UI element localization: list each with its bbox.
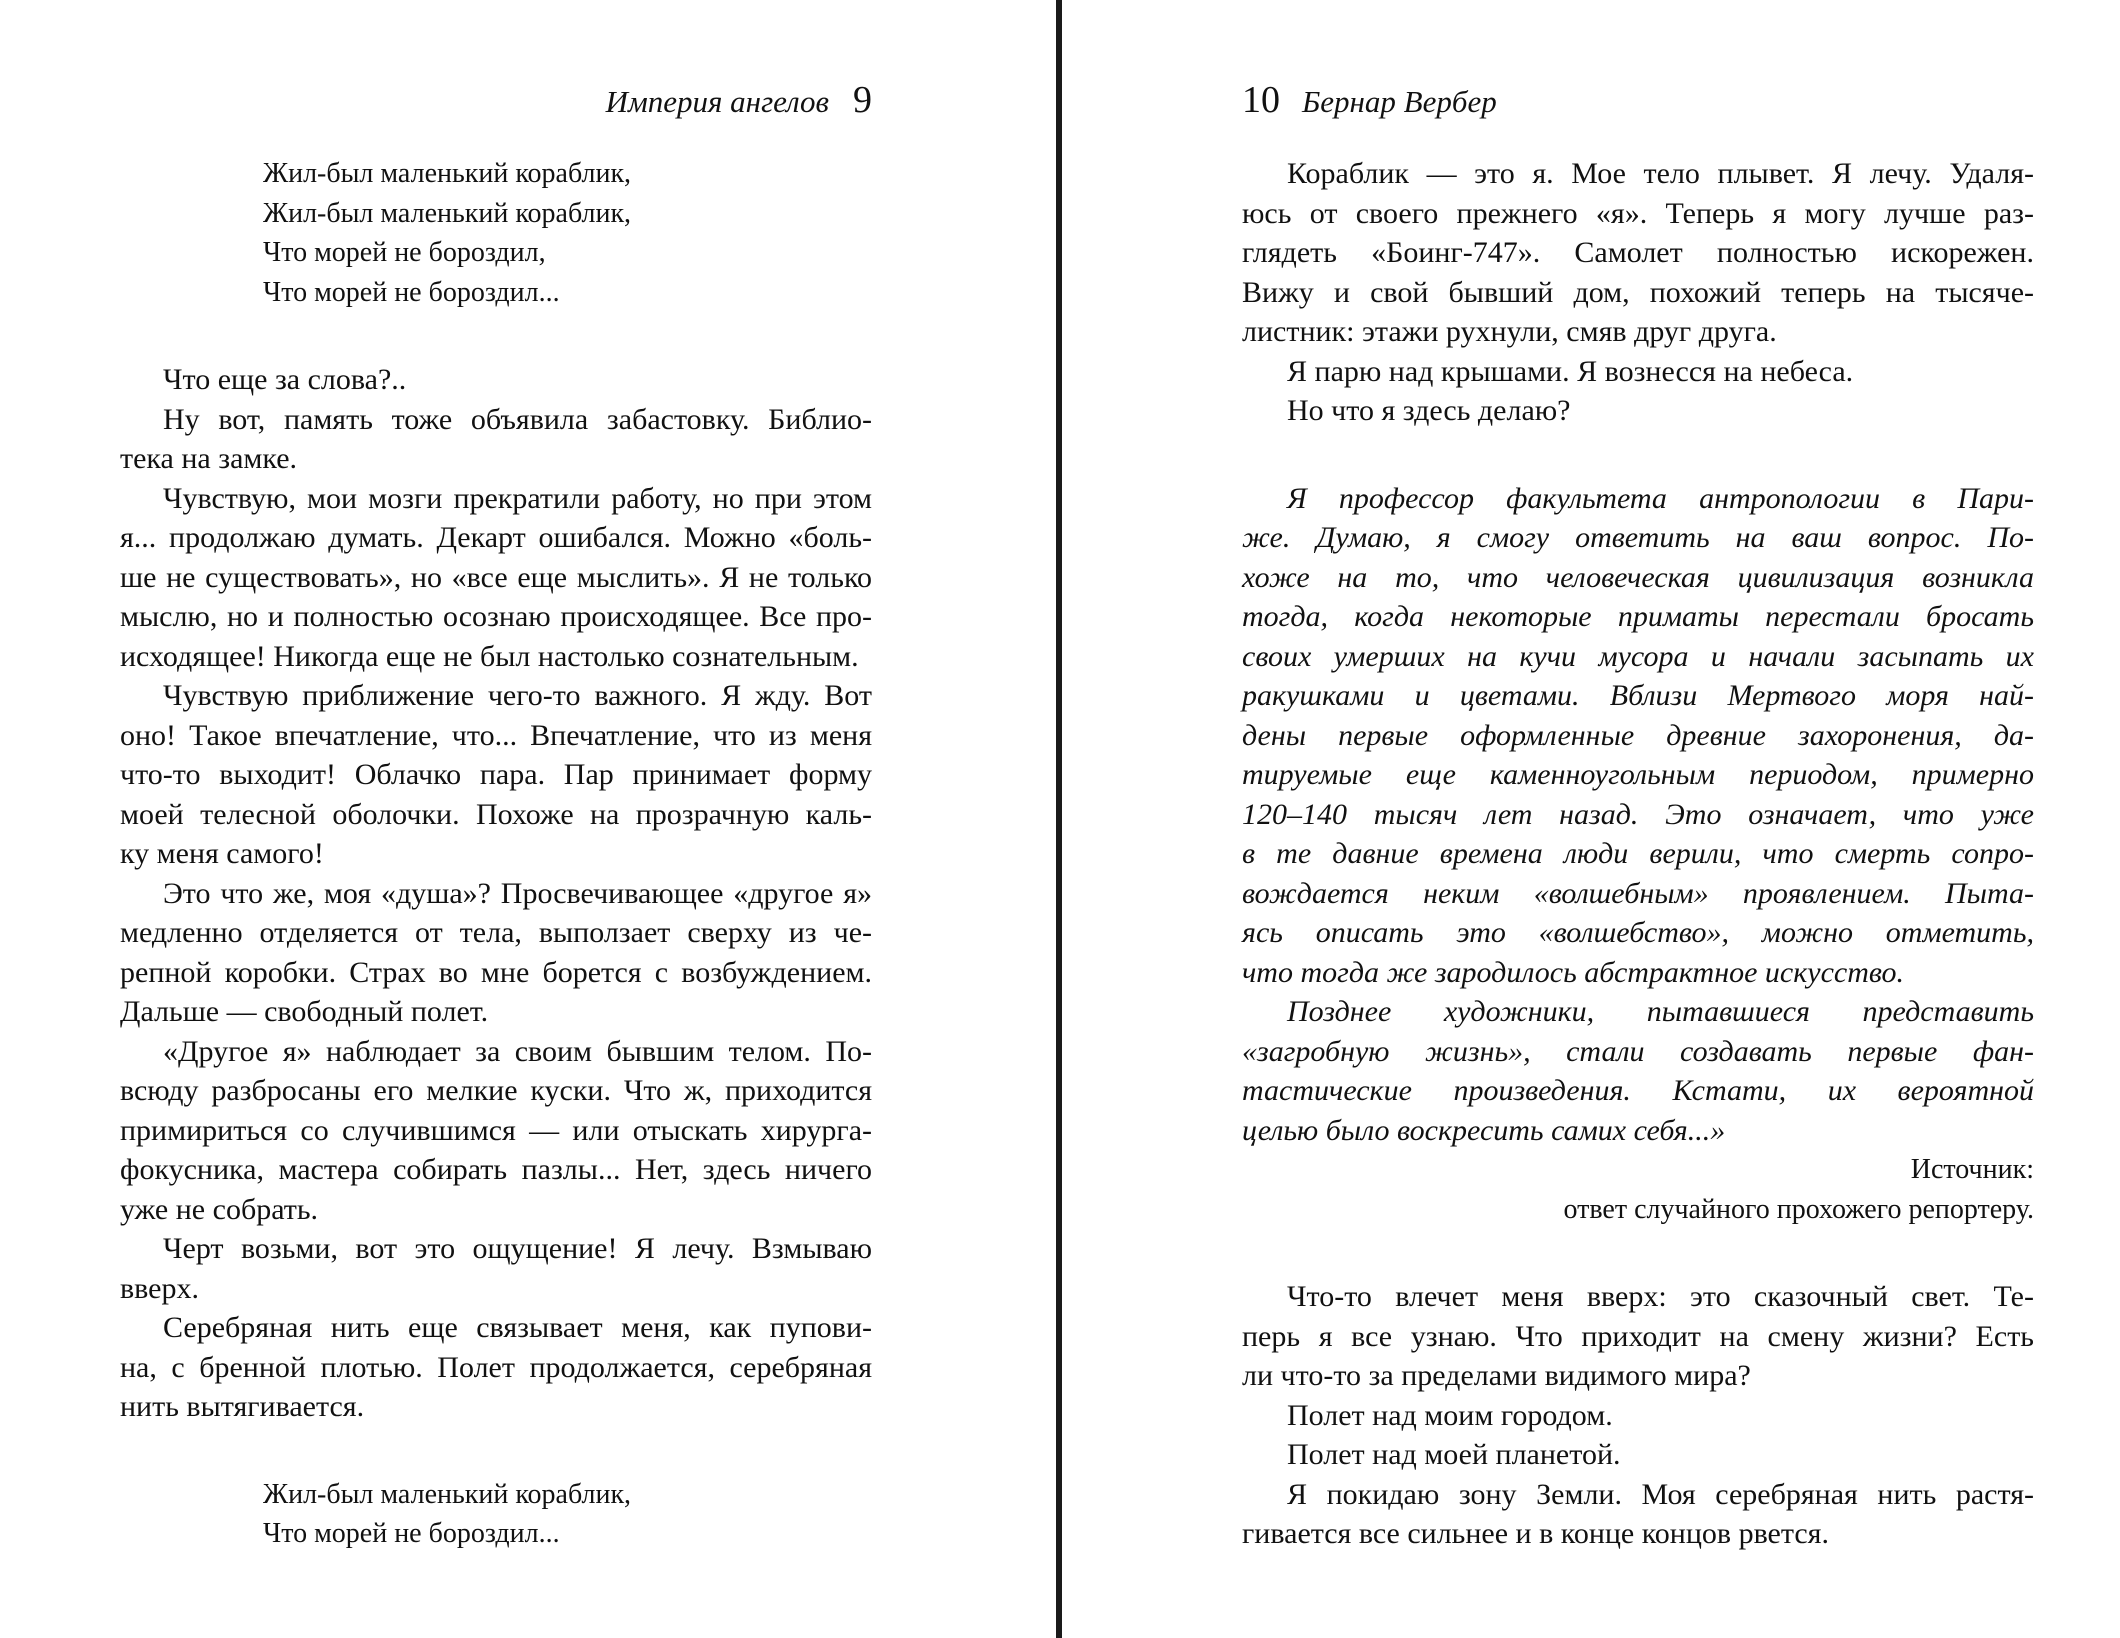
text-line: Чувствую, мои мозги прекратили работу, но при этом (163, 481, 872, 515)
text-line: ли что-то за пределами видимого мира? (1242, 1359, 1751, 1392)
verse-line: Что морей не бороздил... (263, 1518, 560, 1549)
text-line: репной коробки. Страх во мне борется с возбуждением. (120, 955, 872, 989)
text-line: вождается неким «волшебным» проявлением. Пыта- (1242, 876, 2034, 910)
paragraph (1242, 1396, 2034, 1436)
text-line: Кораблик — это я. Мое тело плывет. Я лечу. Удаля- (1287, 157, 2034, 190)
text-line: Вижу и свой бывший дом, похожий теперь на тысяче- (1242, 275, 2034, 309)
text-line: гивается все сильнее и в конце концов рвется. (1242, 1517, 1829, 1550)
spacer (1242, 1229, 2034, 1277)
right-page (1242, 0, 2034, 1638)
text-line: Я покидаю зону Земли. Моя серебряная нить растя- (1287, 1477, 2034, 1511)
book-gutter (1056, 0, 1062, 1638)
text-line: Это что же, моя «душа»? Просвечивающее «другое я» (163, 876, 872, 910)
paragraph (120, 360, 872, 400)
paragraph (120, 1229, 872, 1308)
text-line: Ну вот, память тоже объявила забастовку. Библио- (163, 402, 872, 436)
text-line: глядеть «Боинг-747». Самолет полностью искорежен. (1242, 236, 2034, 269)
spacer (120, 1427, 872, 1475)
text-line: всюду разбросаны его мелкие куски. Что ж, приходится (120, 1074, 872, 1107)
text-line: Я парю над крышами. Я вознесся на небеса. (1287, 354, 1854, 388)
text-line: нить вытягивается. (120, 1390, 365, 1423)
text-line: Чувствую приближение чего-то важного. Я жду. Вот (163, 679, 872, 712)
text-line: Что еще за слова?.. (163, 363, 407, 396)
text-line: Черт возьми, вот это ощущение! Я лечу. Взмываю (163, 1232, 872, 1265)
text-line: оно! Такое впечатление, что... Впечатление, что из меня (120, 718, 872, 752)
text-line: я... продолжаю думать. Декарт ошибался. Можно «боль- (120, 521, 872, 554)
paragraph (1242, 1277, 2034, 1396)
text-line: Дальше — свободный полет. (120, 995, 489, 1028)
text-line: Позднее художники, пытавшиеся представить (1287, 995, 2034, 1028)
paragraph (120, 1308, 872, 1427)
source-line: ответ случайного прохожего репортеру. (1563, 1193, 2034, 1225)
text-line: медленно отделяется от тела, выползает сверху из че- (120, 916, 872, 949)
text-line: 120–140 тысяч лет назад. Это означает, что уже (1242, 797, 2034, 831)
text-line: Что-то влечет меня вверх: это сказочный свет. Те- (1287, 1280, 2034, 1313)
verse-bottom (263, 1475, 872, 1554)
text-line: дены первые оформленные древние захоронения, да- (1242, 718, 2034, 752)
text-line: ше не существовать», но «все еще мыслить». Я не только (120, 560, 872, 594)
text-line: моей телесной оболочки. Похоже на прозрачную каль- (120, 797, 872, 831)
paragraph (1242, 1435, 2034, 1475)
text-line: Но что я здесь делаю? (1287, 394, 1571, 427)
paragraph (120, 1032, 872, 1230)
verse-line: Жил-был маленький кораблик, (263, 158, 632, 189)
spacer (1242, 431, 2034, 479)
text-line: фокусника, мастера собирать пазлы... Нет, здесь ничего (120, 1153, 872, 1186)
text-line: исходящее! Никогда еще не был настолько сознательным. (120, 639, 859, 673)
text-line: листник: этажи рухнули, смяв друг друга. (1242, 315, 1777, 348)
verse-line: Что морей не бороздил... (263, 276, 560, 308)
right-running-head (1242, 78, 1497, 122)
paragraph (120, 874, 872, 1032)
right-running-title: Бернар Вербер (1302, 84, 1497, 119)
verse-line: Жил-был маленький кораблик, (263, 1478, 632, 1510)
text-line: целью было воскресить самих себя...» (1242, 1113, 1726, 1147)
text-line: тогда, когда некоторые приматы перестали бросать (1242, 600, 2034, 633)
text-line: хоже на то, что человеческая цивилизация возникла (1242, 560, 2034, 594)
text-line: Я профессор факультета антропологии в Пари- (1287, 481, 2034, 515)
text-line: что-то выходит! Облачко пара. Пар принимает форму (120, 758, 872, 791)
text-line: Серебряная нить еще связывает меня, как пупови- (163, 1311, 872, 1344)
text-line: ясь описать это «волшебство», можно отметить, (1242, 916, 2034, 949)
paragraph (1242, 154, 2034, 352)
text-line: юсь от своего прежнего «я». Теперь я могу лучше раз- (1242, 196, 2034, 230)
paragraph (120, 676, 872, 874)
text-line: же. Думаю, я смогу ответить на ваш вопрос. По- (1242, 521, 2034, 554)
text-line: «загробную жизнь», стали создавать первые фан- (1242, 1034, 2034, 1068)
text-line: тируемые еще каменноугольным периодом, примерно (1242, 758, 2034, 791)
text-line: примириться со случившимся — или отыскать хирурга- (120, 1113, 872, 1147)
verse-line: Жил-был маленький кораблик, (263, 197, 632, 229)
text-line: тастические произведения. Кстати, их вероятной (1242, 1074, 2034, 1107)
text-line: перь я все узнаю. Что приходит на смену жизни? Есть (1242, 1319, 2034, 1353)
text-line: Полет над моим городом. (1287, 1398, 1613, 1432)
text-line: что тогда же зародилось абстрактное искусство. (1242, 955, 1905, 989)
text-line: тека на замке. (120, 442, 298, 475)
left-page-body (120, 154, 872, 1554)
quote-paragraph (1242, 992, 2034, 1150)
text-line: на, с бренной плотью. Полет продолжается, серебряная (120, 1350, 872, 1384)
verse-top (263, 154, 872, 312)
quote-paragraph (1242, 479, 2034, 993)
text-line: мыслю, но и полностью осознаю происходящее. Все про- (120, 600, 872, 633)
left-page (120, 0, 872, 1638)
text-line: уже не собрать. (120, 1192, 319, 1226)
right-page-number: 10 (1242, 79, 1280, 121)
right-page-body (1242, 154, 2034, 1554)
text-line: «Другое я» наблюдает за своим бывшим телом. По- (163, 1034, 872, 1068)
text-line: Полет над моей планетой. (1287, 1438, 1621, 1471)
text-line: ракушками и цветами. Вблизи Мертвого моря най- (1242, 679, 2034, 712)
paragraph (120, 400, 872, 479)
text-line: в те давние времена люди верили, что смерть сопро- (1242, 837, 2034, 870)
left-running-head (606, 78, 872, 122)
spacer (120, 312, 872, 360)
source-line: Источник: (1910, 1154, 2034, 1185)
paragraph (1242, 391, 2034, 431)
paragraph (1242, 1475, 2034, 1554)
text-line: своих умерших на кучи мусора и начали засыпать их (1242, 639, 2034, 673)
left-running-title: Империя ангелов (605, 84, 829, 119)
paragraph (120, 479, 872, 677)
text-line: вверх. (120, 1271, 199, 1305)
text-line: ку меня самого! (120, 837, 324, 870)
verse-line: Что морей не бороздил, (263, 237, 546, 268)
left-page-number: 9 (853, 79, 872, 121)
paragraph (1242, 352, 2034, 392)
source-attribution (1242, 1150, 2034, 1229)
